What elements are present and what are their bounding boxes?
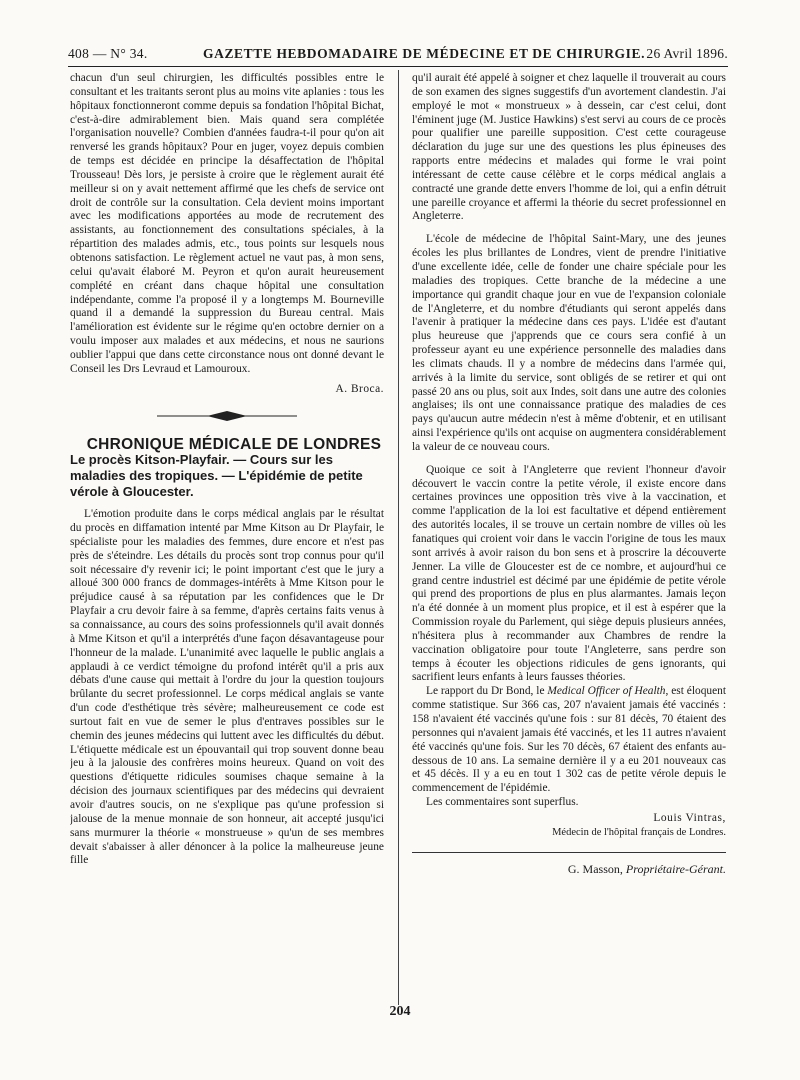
closing-line: Les commentaires sont superflus.: [426, 796, 579, 809]
publisher-line: [412, 863, 726, 877]
column-divider: [398, 70, 399, 1005]
signature-broca: A. Broca.: [335, 382, 384, 395]
publisher-role: Propriétaire-Gérant.: [625, 861, 726, 876]
issue-date: 26 Avril 1896.: [646, 46, 728, 61]
running-header: [68, 44, 728, 67]
author-role: Médecin de l'hôpital français de Londres.: [552, 826, 726, 838]
publisher-name: G. Masson,: [567, 861, 623, 876]
ornament-divider: [70, 410, 384, 426]
paragraph-bond: [412, 685, 726, 796]
bond-start: Le rapport du Dr Bond, le: [426, 685, 548, 698]
ornament-rule-icon: [157, 410, 297, 422]
page-number: 204: [389, 1004, 411, 1019]
footer-rule: [412, 852, 726, 853]
page-issue: 408 — N° 34.: [68, 46, 148, 61]
article-continuation: chacun d'un seul chirurgien, les difficultés possibles entre le consultant et les traitants seront plus au moins vite aplanies : tous les hôpitaux fonctionneront comme depuis sa fondation l'hôpital Bichat, c'est-à-dire admirablement bien. Mais quand sera complétée l'organisation nouvelle? Combien d'années faudra-t-il pour qu'on ait renversé les grands hôpitaux? Pour en juger, voyez depuis combien de temps est décidée en principe la désaffectation de l'hôpital Trousseau! Dès lors, je persiste à croire que le règlement aurait été meilleur si on y avait nettement affirmé que les chefs de service ont droit de contrôle sur la consultation. Cela devient moins important avec les modifications apportées au mode de recrutement des assistants, au fonctionnement des consultations spéciales, à la répartition des malades admis, etc., tous points sur lesquels nous obtenons satisfaction. Le règlement actuel ne vaut pas, à mon sens, celui qu'avait élaboré M. Peyron et qu'on aurait heureusement complété en créant dans chaque hôpital une consultation indépendante, comme l'a proposé il y a longtemps M. Bourneville quand il a demandé la suppression du Bureau central. Mais l'amélioration est évidente sur le régime qu'en octobre dernier on a voulu imposer aux malades et aux médecins, et nous ne saurions oublier l'appui que dans cette circonstance nous ont donné devant le Conseil les Drs Levraud et Lamouroux.: [70, 72, 384, 375]
section-title: CHRONIQUE MÉDICALE DE LONDRES: [86, 436, 382, 454]
author-name: Louis Vintras,: [653, 811, 726, 824]
paragraph-vaccine: Quoique ce soit à l'Angleterre que revient l'honneur d'avoir découvert le vaccin contre la petite vérole, il existe encore dans certaines provinces une opposition très vive à la vaccination, et comme l'application de la loi est facultative et dépend entièrement des autorités locales, il se trouve un certain nombre de villes où les fanatiques qui croient voir dans le vaccin l'origine de tous les maux sont arrivés à avoir raison du bon sens et à proscrire la découverte Jenner. La ville de Gloucester est de ce nombre, et aujourd'hui ce grand centre industriel est décimé par une épidémie de petite vérole qui prend des proportions de plus en plus alarmantes. Jamais leçon n'a été donnée à un moment plus propice, et il est à espérer que la Commission royale du Parlement, qui siège depuis plusieurs années, n'hésitera plus à recommander aux Chambres de rendre la vaccination obligatoire pour toute l'Angleterre, sans perdre son temps à écouter les objections ridicules de gens ignorants, qui sacrifient leurs enfants à leurs fausses théories.: [412, 463, 726, 684]
right-column: [412, 72, 726, 1002]
left-column: [70, 72, 384, 1002]
article-subheading: Le procès Kitson-Playfair. — Cours sur les maladies des tropiques. — L'épidémie de petite vérole à Gloucester.: [70, 452, 363, 500]
bond-end: , est éloquent comme statistique. Sur 366 cas, 207 n'avaient jamais été vaccinés : 158 n'avaient été vaccinés qu'une fois : sur 81 décès, 70 étaient des personnes qui n'avaient jamais été vaccinés, et les 11 autres n'avaient été vaccinés qu'une fois. Sur les 70 décès, 67 étaient des enfants au-dessous de 10 ans. La semaine dernière il y a eu 201 nouveaux cas et 45 décès. Il y a eu en tout 1 302 cas de petite vérole depuis le commencement de l'épidémie.: [412, 685, 726, 795]
paragraph-kitson: L'émotion produite dans le corps médical anglais par le résultat du procès en diffamation intenté par Mme Kitson au Dr Playfair, le spécialiste pour les maladies des femmes, dure encore et n'est pas près de s'éteindre. Les détails du procès sont trop connus pour qu'il soit nécessaire d'y revenir ici; le point important c'est que le jury a alloué 300 000 francs de dommages-intérêts à Mme Kitson pour le préjudice causé à sa réputation par les confidences que le Dr Playfair a cru devoir faire à sa femme, d'après certains faits venus à sa connaissance, au cours des soins professionnels qu'il avait donnés à Mme Kitson et qu'il a interprétés d'une façon désavantageuse pour l'honneur de la malade. L'unanimité avec laquelle le public anglais a applaudi à ce verdict témoigne du profond intérêt qu'il a pris aux débats d'une cause qui mettait à l'ordre du jour la question toujours brûlante du secret professionnel. Le corps médical anglais se vante d'un code d'esthétique très sévère; malheureusement ce code est surtout fait en vue de semer le plus d'entraves possibles sur le chemin des jeunes médecins qui luttent avec les difficultés du début. L'étiquette médicale est un épouvantail qui trop souvent donne beau jeu à la jalousie des confrères moins heureux. Quand on voit des questions d'étiquette ridicules soumises chaque semaine à la décision des journaux scientifiques par des médecins qui devraient avoir d'autres soucis, on ne s'explique pas qu'une profession si jalouse de la menue monnaie de son honneur, ait accepté jusqu'ici sans murmurer la théorie « monstrueuse » qu'un de ses membres devait s'abaisser à aller dénoncer à la police la malheureuse jeune fille: [70, 508, 384, 867]
bond-title: Medical Officer of Health: [547, 685, 666, 698]
paragraph-continuation: qu'il aurait été appelé à soigner et chez laquelle il trouverait au cours de son examen des signes suggestifs d'un avortement clandestin. J'ai employé le mot « monstrueux » à dessein, car c'est celui, dont l'éminent juge (M. Justice Hawkins) s'est servi au cours de ce procès pour qualifier une pareille supposition. C'est cette courageuse déclaration du juge sur une des questions les plus épineuses des rapports entre médecins et malades qui forme le vrai point intéressant de cette cause célèbre et le corps médical anglais a contracté une grande dette envers l'homme de loi, qui a enfin détruit une pareille croyance et affermi la théorie du secret professionnel en Angleterre.: [412, 72, 726, 223]
journal-title: GAZETTE HEBDOMADAIRE DE MÉDECINE ET DE CHIRURGIE.: [203, 46, 646, 61]
paragraph-st-mary: L'école de médecine de l'hôpital Saint-Mary, une des jeunes écoles les plus brillantes de Londres, vient de prendre l'initiative d'une excellente idée, celle de fonder une chaire spéciale pour les maladies des tropiques. Cette branche de la médecine a une importance qui grandit chaque jour en vue de l'expansion coloniale de l'Angleterre, et du nombre d'étudiants qui seront appelés dans l'avenir à pratiquer la médecine dans ces pays. L'idée est d'autant plus heureuse que j'apprends que ce cours sera confié à un professeur ayant eu une expérience personnelle des maladies dans les climats chauds. Il y a nombre de médecins dans l'armée qui, arrivés à la limite du service, sont obligés de se retirer et qui ont passé 20 ans ou plus, soit aux Indes, soit dans une autre des colonies anglaises; ils ont une connaissance pratique des maladies de ces pays qu'aucun autre médecin n'est à même d'obtenir, et en utilisant ainsi l'expérience qu'ils ont acquise on augmentera considérablement la valeur de ce nouveau cours.: [412, 233, 726, 453]
